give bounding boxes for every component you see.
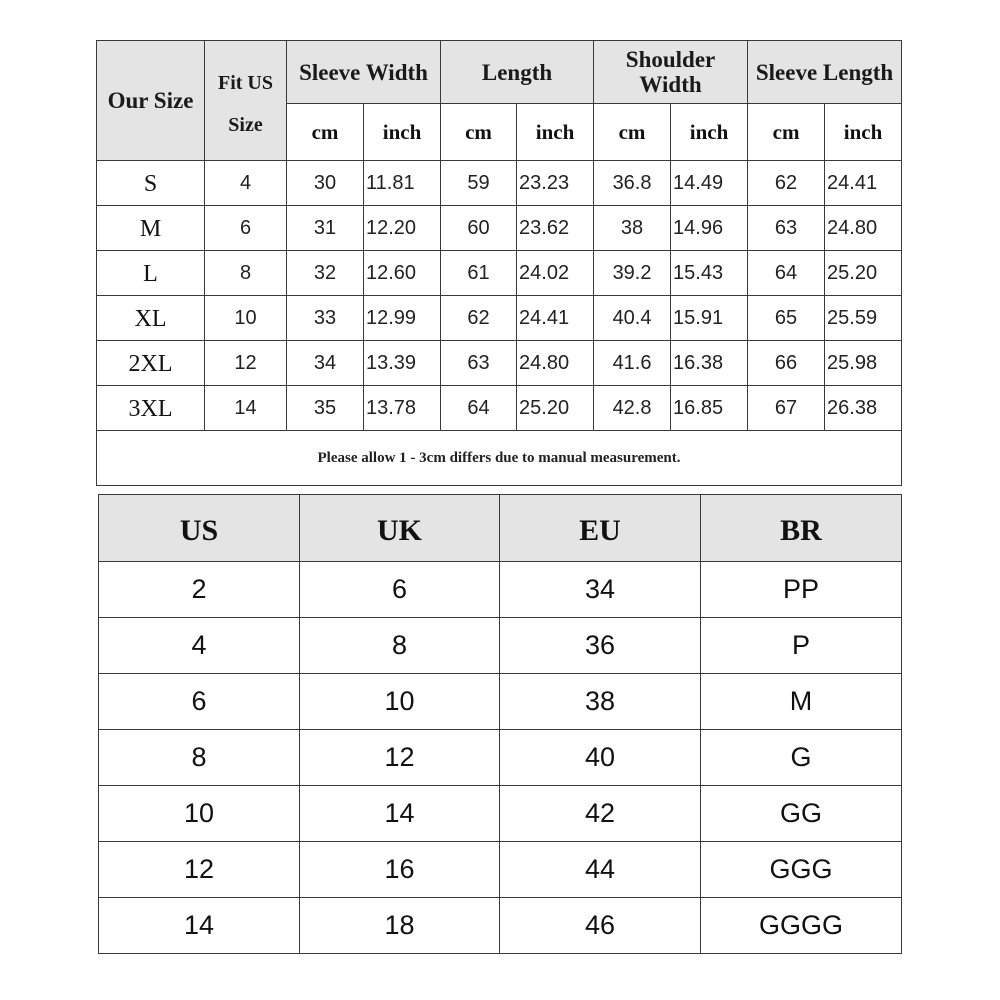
uk-size: 18 [300,898,500,954]
measurement-note: Please allow 1 - 3cm differs due to manual measurement. [97,431,902,486]
uk-size: 12 [300,730,500,786]
fit-us-value: 6 [205,206,287,251]
us-size: 10 [99,786,300,842]
table-row [99,842,902,898]
shoulder-width-inch: 14.49 [671,161,748,206]
sleeve-width-inch: 13.39 [364,341,441,386]
us-size: 14 [99,898,300,954]
length-inch: 23.62 [517,206,594,251]
length-cm: 61 [441,251,517,296]
eu-size: 42 [500,786,701,842]
sleeve-length-inch: 26.38 [825,386,902,431]
us-size: 8 [99,730,300,786]
note-row [97,431,902,486]
length-cm: 63 [441,341,517,386]
us-size: 12 [99,842,300,898]
shoulder-width-inch: 15.43 [671,251,748,296]
eu-size: 36 [500,618,701,674]
sleeve-length-inch: 24.80 [825,206,902,251]
fit-us-value: 12 [205,341,287,386]
sleeve-length-cm: 66 [748,341,825,386]
header-eu: EU [500,495,701,562]
size-label: 3XL [97,386,205,431]
br-size: PP [701,562,902,618]
header-shoulder-width: Shoulder Width [594,41,748,104]
fit-us-value: 10 [205,296,287,341]
shoulder-width-cm: 41.6 [594,341,671,386]
sleeve-width-cm: 35 [287,386,364,431]
sleeve-width-inch: 12.60 [364,251,441,296]
sleeve-length-cm: 67 [748,386,825,431]
table-row [99,562,902,618]
size-label: 2XL [97,341,205,386]
header-sleeve-length: Sleeve Length [748,41,902,104]
shoulder-width-inch: 15.91 [671,296,748,341]
sleeve-length-cm: 64 [748,251,825,296]
sleeve-length-cm: 65 [748,296,825,341]
shoulder-width-cm: 39.2 [594,251,671,296]
br-size: GGG [701,842,902,898]
table-row [97,161,902,206]
length-cm: 64 [441,386,517,431]
size-label: S [97,161,205,206]
sleeve-width-cm: 34 [287,341,364,386]
header-fit-us-size [205,41,287,161]
header-br: BR [701,495,902,562]
table-row [99,730,902,786]
eu-size: 38 [500,674,701,730]
eu-size: 34 [500,562,701,618]
shoulder-width-inch: 14.96 [671,206,748,251]
br-size: GGGG [701,898,902,954]
table-row [97,206,902,251]
size-chart-table [96,40,902,486]
fit-us-value: 4 [205,161,287,206]
table-row [97,386,902,431]
length-cm: 60 [441,206,517,251]
shoulder-width-inch: 16.38 [671,341,748,386]
shoulder-width-inch: 16.85 [671,386,748,431]
header-us: US [99,495,300,562]
header-uk: UK [300,495,500,562]
header-fit-us-top: Fit US [218,72,273,94]
length-inch: 24.02 [517,251,594,296]
sleeve-length-inch: 25.20 [825,251,902,296]
unit-inch: inch [825,104,902,161]
size-label: L [97,251,205,296]
length-inch: 24.41 [517,296,594,341]
us-size: 4 [99,618,300,674]
sleeve-width-cm: 31 [287,206,364,251]
size-label: M [97,206,205,251]
fit-us-value: 14 [205,386,287,431]
sleeve-width-inch: 11.81 [364,161,441,206]
table-row [99,674,902,730]
sleeve-length-inch: 24.41 [825,161,902,206]
unit-cm: cm [748,104,825,161]
shoulder-width-cm: 40.4 [594,296,671,341]
table-row [99,786,902,842]
uk-size: 6 [300,562,500,618]
shoulder-width-cm: 42.8 [594,386,671,431]
unit-cm: cm [287,104,364,161]
length-inch: 25.20 [517,386,594,431]
table-row [99,898,902,954]
sleeve-width-cm: 30 [287,161,364,206]
conversion-header-row [99,495,902,562]
table-row [99,618,902,674]
sleeve-length-inch: 25.59 [825,296,902,341]
unit-cm: cm [441,104,517,161]
uk-size: 16 [300,842,500,898]
br-size: P [701,618,902,674]
length-inch: 23.23 [517,161,594,206]
sleeve-width-inch: 13.78 [364,386,441,431]
uk-size: 14 [300,786,500,842]
sleeve-width-inch: 12.20 [364,206,441,251]
size-label: XL [97,296,205,341]
br-size: G [701,730,902,786]
fit-us-value: 8 [205,251,287,296]
eu-size: 44 [500,842,701,898]
size-conversion-table [98,494,902,954]
eu-size: 40 [500,730,701,786]
header-our-size: Our Size [97,41,205,161]
header-length: Length [441,41,594,104]
sleeve-width-inch: 12.99 [364,296,441,341]
header-sleeve-width: Sleeve Width [287,41,441,104]
br-size: M [701,674,902,730]
uk-size: 10 [300,674,500,730]
sleeve-width-cm: 32 [287,251,364,296]
length-inch: 24.80 [517,341,594,386]
table-row [97,296,902,341]
header-fit-us-bottom: Size [228,114,263,136]
sleeve-length-cm: 62 [748,161,825,206]
length-cm: 59 [441,161,517,206]
us-size: 2 [99,562,300,618]
shoulder-width-cm: 38 [594,206,671,251]
unit-inch: inch [671,104,748,161]
uk-size: 8 [300,618,500,674]
sleeve-length-cm: 63 [748,206,825,251]
unit-cm: cm [594,104,671,161]
size-chart-header-row [97,41,902,104]
br-size: GG [701,786,902,842]
sleeve-width-cm: 33 [287,296,364,341]
unit-inch: inch [364,104,441,161]
us-size: 6 [99,674,300,730]
unit-inch: inch [517,104,594,161]
eu-size: 46 [500,898,701,954]
table-row [97,251,902,296]
table-row [97,341,902,386]
length-cm: 62 [441,296,517,341]
sleeve-length-inch: 25.98 [825,341,902,386]
shoulder-width-cm: 36.8 [594,161,671,206]
